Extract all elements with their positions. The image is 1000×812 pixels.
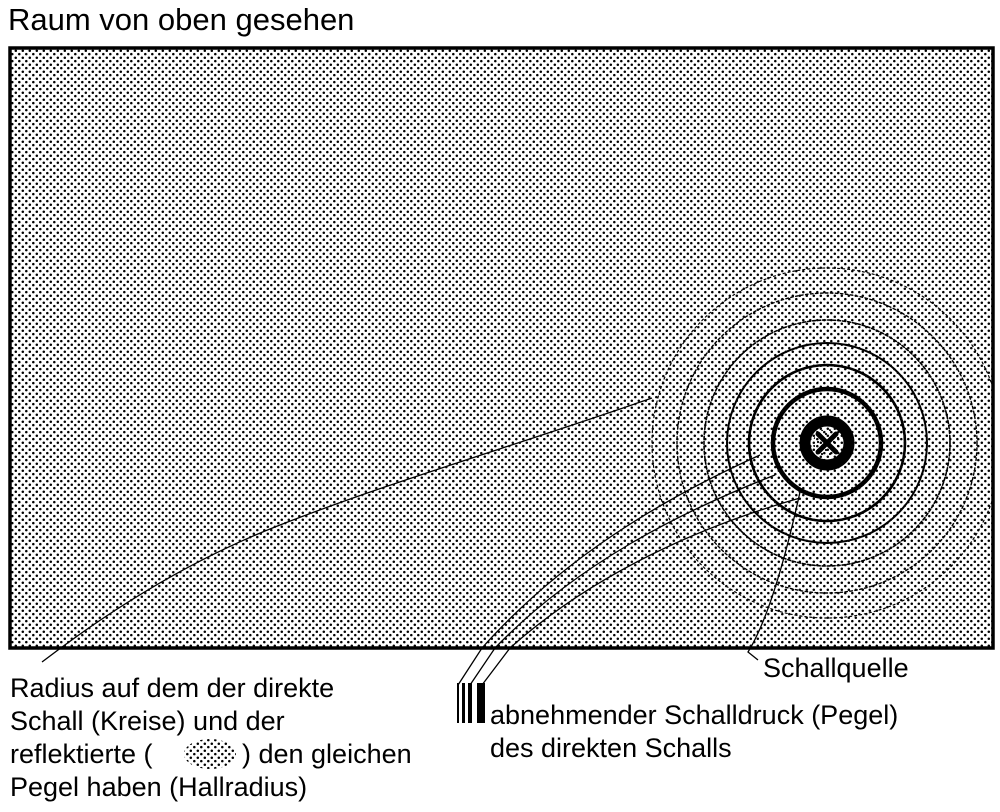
- pressure-legend-bars: [457, 683, 485, 723]
- source-label: Schallquelle: [763, 653, 909, 683]
- reverb-radius-label-line1: Radius auf dem der direkte: [10, 673, 335, 703]
- reverb-radius-label-line4: Pegel haben (Hallradius): [10, 772, 308, 802]
- room-floor: [10, 48, 993, 648]
- room-stippled-area: [10, 48, 993, 648]
- reverb-radius-label-line2: Schall (Kreise) und der: [10, 706, 285, 736]
- reverb-radius-label-line3b: ) den gleichen: [242, 739, 412, 769]
- reflected-sound-swatch-icon: [184, 739, 236, 769]
- reverb-radius-label-line3a: reflektierte (: [10, 739, 153, 769]
- diagram-title: Raum von oben gesehen: [8, 2, 355, 37]
- pressure-label-line1: abnehmender Schalldruck (Pegel): [490, 700, 899, 730]
- pressure-label-line2: des direkten Schalls: [490, 733, 732, 763]
- sound-source-marker: [813, 429, 841, 457]
